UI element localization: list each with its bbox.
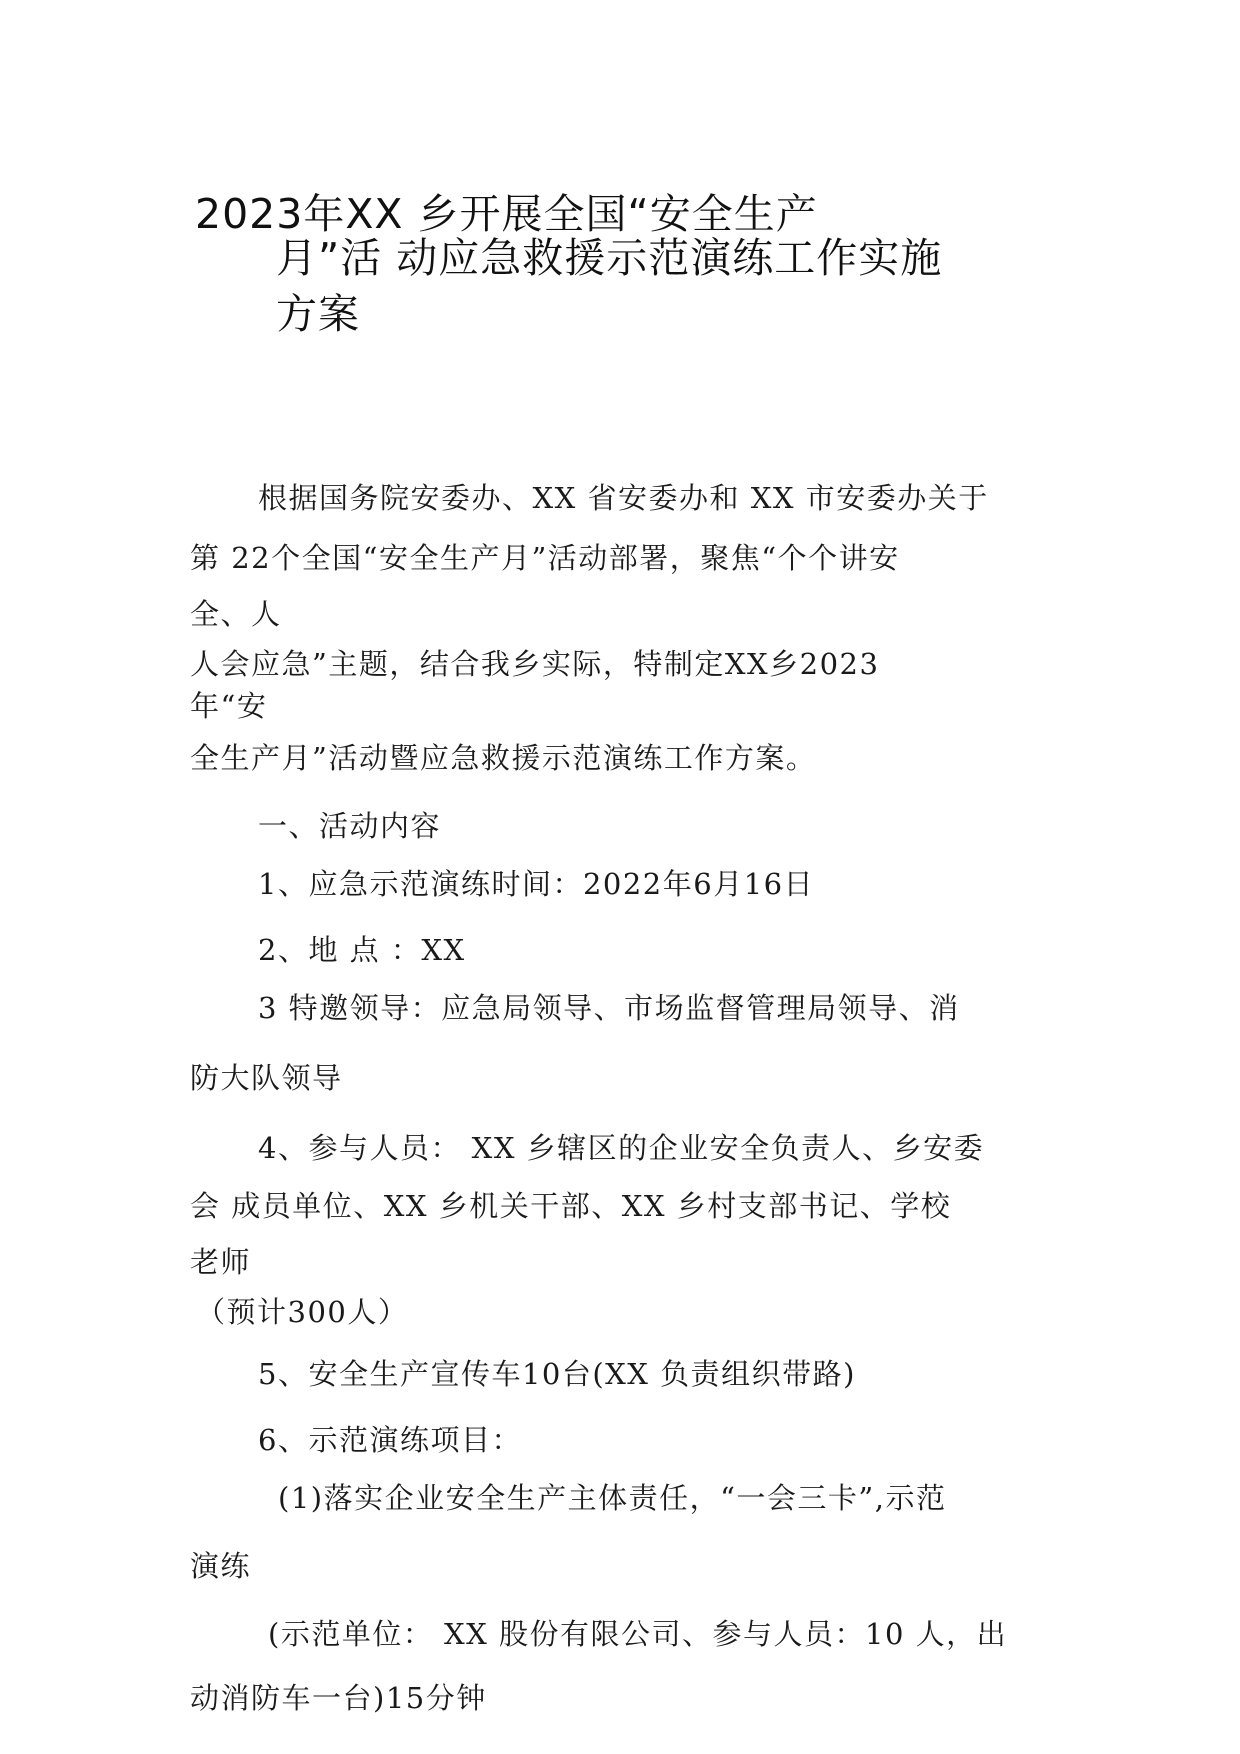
paragraph-line: 根据国务院安委办、XX 省安委办和 XX 市安委办关于 <box>258 481 989 515</box>
list-item: 3 特邀领导：应急局领导、市场监督管理局领导、消 <box>258 991 960 1025</box>
paragraph-line: 全生产月”活动暨应急救援示范演练工作方案。 <box>190 741 817 775</box>
list-item: 动消防车一台)15分钟 <box>190 1681 487 1715</box>
list-item: 6、示范演练项目： <box>258 1423 522 1457</box>
title-line-3: 方案 <box>276 290 360 338</box>
list-item: 演练 <box>190 1549 252 1583</box>
title-line-2: 月”活 动应急救援示范演练工作实施 <box>276 234 943 282</box>
list-item: (1)落实企业安全生产主体责任，“一会三卡”,示范 <box>278 1481 947 1515</box>
list-item: 1、应急示范演练时间：2022年6月16日 <box>258 867 815 901</box>
paragraph-line: 全、人 <box>190 597 282 631</box>
list-item: 5、安全生产宣传车10台(XX 负责组织带路) <box>258 1357 856 1391</box>
paragraph-line: 年“安 <box>190 689 268 723</box>
list-item: 老师 <box>190 1245 252 1279</box>
list-item: (示范单位： XX 股份有限公司、参与人员：10 人，出 <box>268 1617 1008 1651</box>
list-item: 2、地 点 ：XX <box>258 933 466 967</box>
list-item: 防大队领导 <box>190 1061 343 1095</box>
list-item: 4、参与人员： XX 乡辖区的企业安全负责人、乡安委 <box>258 1131 985 1165</box>
paragraph-line: 人会应急”主题，结合我乡实际，特制定XX乡2023 <box>190 647 880 681</box>
list-item: （预计300人） <box>196 1295 409 1329</box>
section-heading: 一、活动内容 <box>258 809 442 843</box>
title-line-1: 2023年XX 乡开展全国“安全生产 <box>195 190 818 238</box>
paragraph-line: 第 22个全国“安全生产月”活动部署，聚焦“个个讲安 <box>190 541 900 575</box>
list-item: 会 成员单位、XX 乡机关干部、XX 乡村支部书记、学校 <box>190 1189 952 1223</box>
